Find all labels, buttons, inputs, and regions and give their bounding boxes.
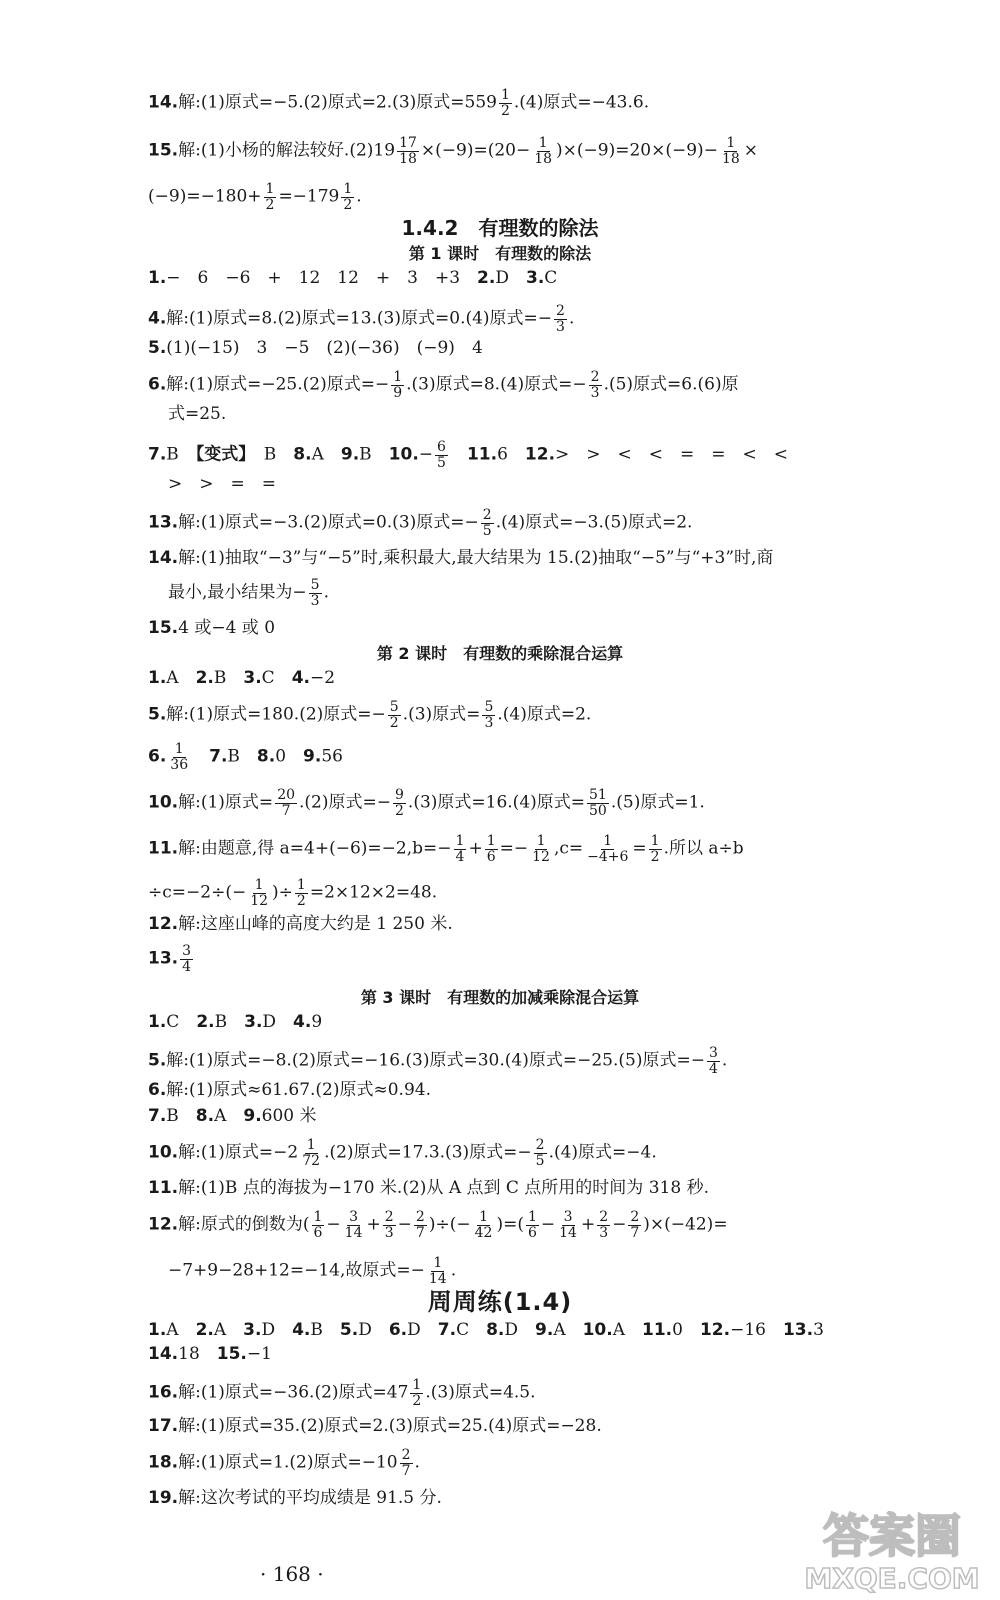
fraction: $\frac{1}{18}$ (534, 135, 553, 167)
fraction: $\frac{1}{2}$ (500, 87, 510, 119)
lesson-2-title: 第 2 课时 有理数的乘除混合运算 (376, 644, 624, 663)
lesson1-q14-continued: 最小,最小结果为− $\frac{5}{3}$ . (168, 577, 329, 609)
lesson3-q12-continued: −7+9−28+12=−14,故原式=− $\frac{1}{14}$ . (168, 1255, 457, 1287)
page-number: · 168 · (260, 1562, 324, 1586)
fraction: $\frac{1}{2}$ (650, 833, 660, 865)
fraction: $\frac{1}{2}$ (296, 877, 306, 909)
weekly-q17: 17.解:(1)原式=35.(2)原式=2.(3)原式=25.(4)原式=−28. (148, 1416, 602, 1436)
lesson1-q6-continued: 式=25. (168, 404, 227, 424)
fraction: $\frac{5}{3}$ (310, 577, 320, 609)
lesson1-q1-3: 1.− 6 −6 + 12 12 + 3 +3 2.D 3.C (148, 268, 558, 288)
fraction: $\frac{1}{6}$ (527, 1209, 537, 1241)
fraction: $\frac{1}{9}$ (393, 369, 403, 401)
watermark-top-text: 答案圈 (823, 1509, 961, 1563)
fraction: $\frac{1}{4}$ (455, 833, 465, 865)
fraction: $\frac{5}{2}$ (389, 699, 399, 731)
lesson3-q10: 10.解:(1)原式=−2 $\frac{1}{72}$ .(2)原式=17.3.(3)原式=− $\frac{2}{5}$ .(4)原式=−4. (148, 1137, 657, 1169)
fraction: $\frac{9}{2}$ (395, 787, 404, 819)
lesson3-q7-9: 7.B 8.A 9.600 米 (148, 1106, 317, 1126)
fraction: $\frac{6}{5}$ (437, 439, 446, 471)
answer-14: 14.解:(1)原式=−5.(2)原式=2.(3)原式=559 $\frac{1}{2}$ .(4)原式=−43.6. (148, 87, 650, 119)
fraction: $\frac{20}{7}$ (277, 787, 296, 819)
lesson1-q4: 4.解:(1)原式=8.(2)原式=13.(3)原式=0.(4)原式=− $\frac{2}{3}$ . (148, 303, 575, 335)
lesson3-q6: 6.解:(1)原式≈61.67.(2)原式≈0.94. (148, 1080, 432, 1100)
fraction: $\frac{1}{-4+6}$ (587, 833, 629, 865)
fraction: $\frac{17}{18}$ (399, 135, 417, 167)
lesson3-q1-4: 1.C 2.B 3.D 4.9 (148, 1012, 323, 1032)
lesson2-q12: 12.解:这座山峰的高度大约是 1 250 米. (148, 914, 453, 934)
fraction: $\frac{1}{2}$ (412, 1377, 422, 1409)
weekly-q19: 19.解:这次考试的平均成绩是 91.5 分. (148, 1488, 442, 1508)
lesson1-q7-12: 7.B 【变式】 B 8.A 9.B 10.− $\frac{6}{5}$ 11.6 12.> > < < = = < < (148, 439, 788, 471)
lesson2-q5: 5.解:(1)原式=180.(2)原式=− $\frac{5}{2}$ .(3)原式= $\frac{5}{3}$ .(4)原式=2. (148, 699, 592, 731)
fraction: $\frac{51}{50}$ (589, 787, 607, 819)
lesson-1-title: 第 1 课时 有理数的除法 (408, 244, 592, 263)
fraction: $\frac{2}{5}$ (482, 507, 492, 539)
fraction: $\frac{1}{6}$ (313, 1209, 323, 1241)
fraction: $\frac{1}{2}$ (343, 181, 353, 213)
fraction: $\frac{3}{4}$ (182, 943, 192, 975)
lesson3-q5: 5.解:(1)原式=−8.(2)原式=−16.(3)原式=30.(4)原式=−25.(5)原式=− $\frac{3}{4}$ . (148, 1045, 728, 1077)
fraction: $\frac{5}{3}$ (484, 699, 494, 731)
lesson3-q11: 11.解:(1)B 点的海拔为−170 米.(2)从 A 点到 C 点所用的时间为 318 秒. (148, 1178, 709, 1198)
lesson1-q13: 13.解:(1)原式=−3.(2)原式=0.(3)原式=− $\frac{2}{5}$ .(4)原式=−3.(5)原式=2. (148, 507, 693, 539)
lesson2-q11: 11.解:由题意,得 a=4+(−6)=−2,b=− $\frac{1}{4}$ + $\frac{1}{6}$ =− $\frac{1}{12}$ ,c= $\frac{1}{-4+6}$ = $\frac{1}{2}$ .所以 a÷b (148, 833, 744, 865)
weekly-q1-13: 1.A 2.A 3.D 4.B 5.D 6.D 7.C 8.D 9.A 10.A 11.0 12.−16 13.3 (148, 1320, 824, 1340)
lesson2-q6-9: 6. $\frac{1}{36}$ 7.B 8.0 9.56 (148, 741, 343, 773)
section-title: 1.4.2 有理数的除法 (401, 216, 599, 240)
lesson1-q15: 15.4 或−4 或 0 (148, 618, 276, 638)
weekly-q16: 16.解:(1)原式=−36.(2)原式=47 $\frac{1}{2}$ .(3)原式=4.5. (148, 1377, 536, 1409)
weekly-q14-15: 14.18 15.−1 (148, 1344, 272, 1364)
watermark-logo (792, 1500, 992, 1596)
fraction: $\frac{1}{14}$ (428, 1255, 447, 1287)
fraction: $\frac{2}{7}$ (630, 1209, 640, 1241)
fraction: $\frac{2}{3}$ (384, 1209, 394, 1241)
fraction: $\frac{1}{18}$ (721, 135, 740, 167)
weekly-q18: 18.解:(1)原式=1.(2)原式=−10 $\frac{2}{7}$ . (148, 1447, 420, 1479)
fraction: $\frac{3}{14}$ (344, 1209, 363, 1241)
lesson2-q13: 13. $\frac{3}{4}$ (148, 943, 192, 975)
lesson2-q1-4: 1.A 2.B 3.C 4.−2 (148, 668, 336, 688)
fraction: $\frac{3}{14}$ (559, 1209, 577, 1241)
fraction: $\frac{1}{2}$ (265, 181, 275, 213)
lesson-3-title: 第 3 课时 有理数的加减乘除混合运算 (360, 988, 640, 1007)
fraction: $\frac{2}{3}$ (590, 369, 600, 401)
fraction: $\frac{1}{36}$ (170, 741, 189, 773)
fraction: $\frac{1}{6}$ (486, 833, 496, 865)
fraction: $\frac{3}{4}$ (708, 1045, 718, 1077)
watermark-bottom-text: MXQE.COM (804, 1562, 980, 1595)
fraction: $\frac{2}{7}$ (401, 1447, 411, 1479)
fraction: $\frac{2}{7}$ (415, 1209, 425, 1241)
lesson1-q14: 14.解:(1)抽取“−3”与“−5”时,乘积最大,最大结果为 15.(2)抽取“−5”与“+3”时,商 (148, 548, 774, 568)
weekly-practice-title: 周周练(1.4) (427, 1288, 573, 1316)
fraction: $\frac{2}{5}$ (535, 1137, 545, 1169)
fraction: $\frac{1}{72}$ (302, 1137, 321, 1169)
lesson1-q12-continued: > > = = (168, 474, 276, 494)
fraction: $\frac{2}{3}$ (556, 303, 565, 335)
answer-15: 15.解:(1)小杨的解法较好.(2)19 $\frac{17}{18}$ ×(−9)=(20− $\frac{1}{18}$ )×(−9)=20×(−9)− $\frac{1}{18}$ × (148, 135, 759, 167)
fraction: $\frac{1}{12}$ (250, 877, 269, 909)
lesson1-q6: 6.解:(1)原式=−25.(2)原式=− $\frac{1}{9}$ .(3)原式=8.(4)原式=− $\frac{2}{3}$ .(5)原式=6.(6)原 (148, 369, 739, 401)
lesson3-q12: 12.解:原式的倒数为( $\frac{1}{6}$ − $\frac{3}{14}$ + $\frac{2}{3}$ − $\frac{2}{7}$ )÷(− $\frac{1}{42}$ )=( $\frac{1}{6}$ − $\frac{3}{14}$ + $\frac{2}{3}$ − $\frac{2}{7}$ )×(−42)= (148, 1209, 728, 1241)
fraction: $\frac{1}{42}$ (474, 1209, 493, 1241)
lesson1-q5: 5.(1)(−15) 3 −5 (2)(−36) (−9) 4 (148, 338, 483, 358)
lesson2-q10: 10.解:(1)原式= $\frac{20}{7}$ .(2)原式=− $\frac{9}{2}$ .(3)原式=16.(4)原式= $\frac{51}{50}$ .(5)原式=1. (148, 787, 705, 819)
fraction: $\frac{1}{12}$ (532, 833, 550, 865)
answer-15-continued: (−9)=−180+ $\frac{1}{2}$ =−179 $\frac{1}{2}$ . (148, 181, 362, 213)
fraction: $\frac{2}{3}$ (599, 1209, 609, 1241)
lesson2-q11-continued: ÷c=−2÷(− $\frac{1}{12}$ )÷ $\frac{1}{2}$ =2×12×2=48. (148, 877, 438, 909)
